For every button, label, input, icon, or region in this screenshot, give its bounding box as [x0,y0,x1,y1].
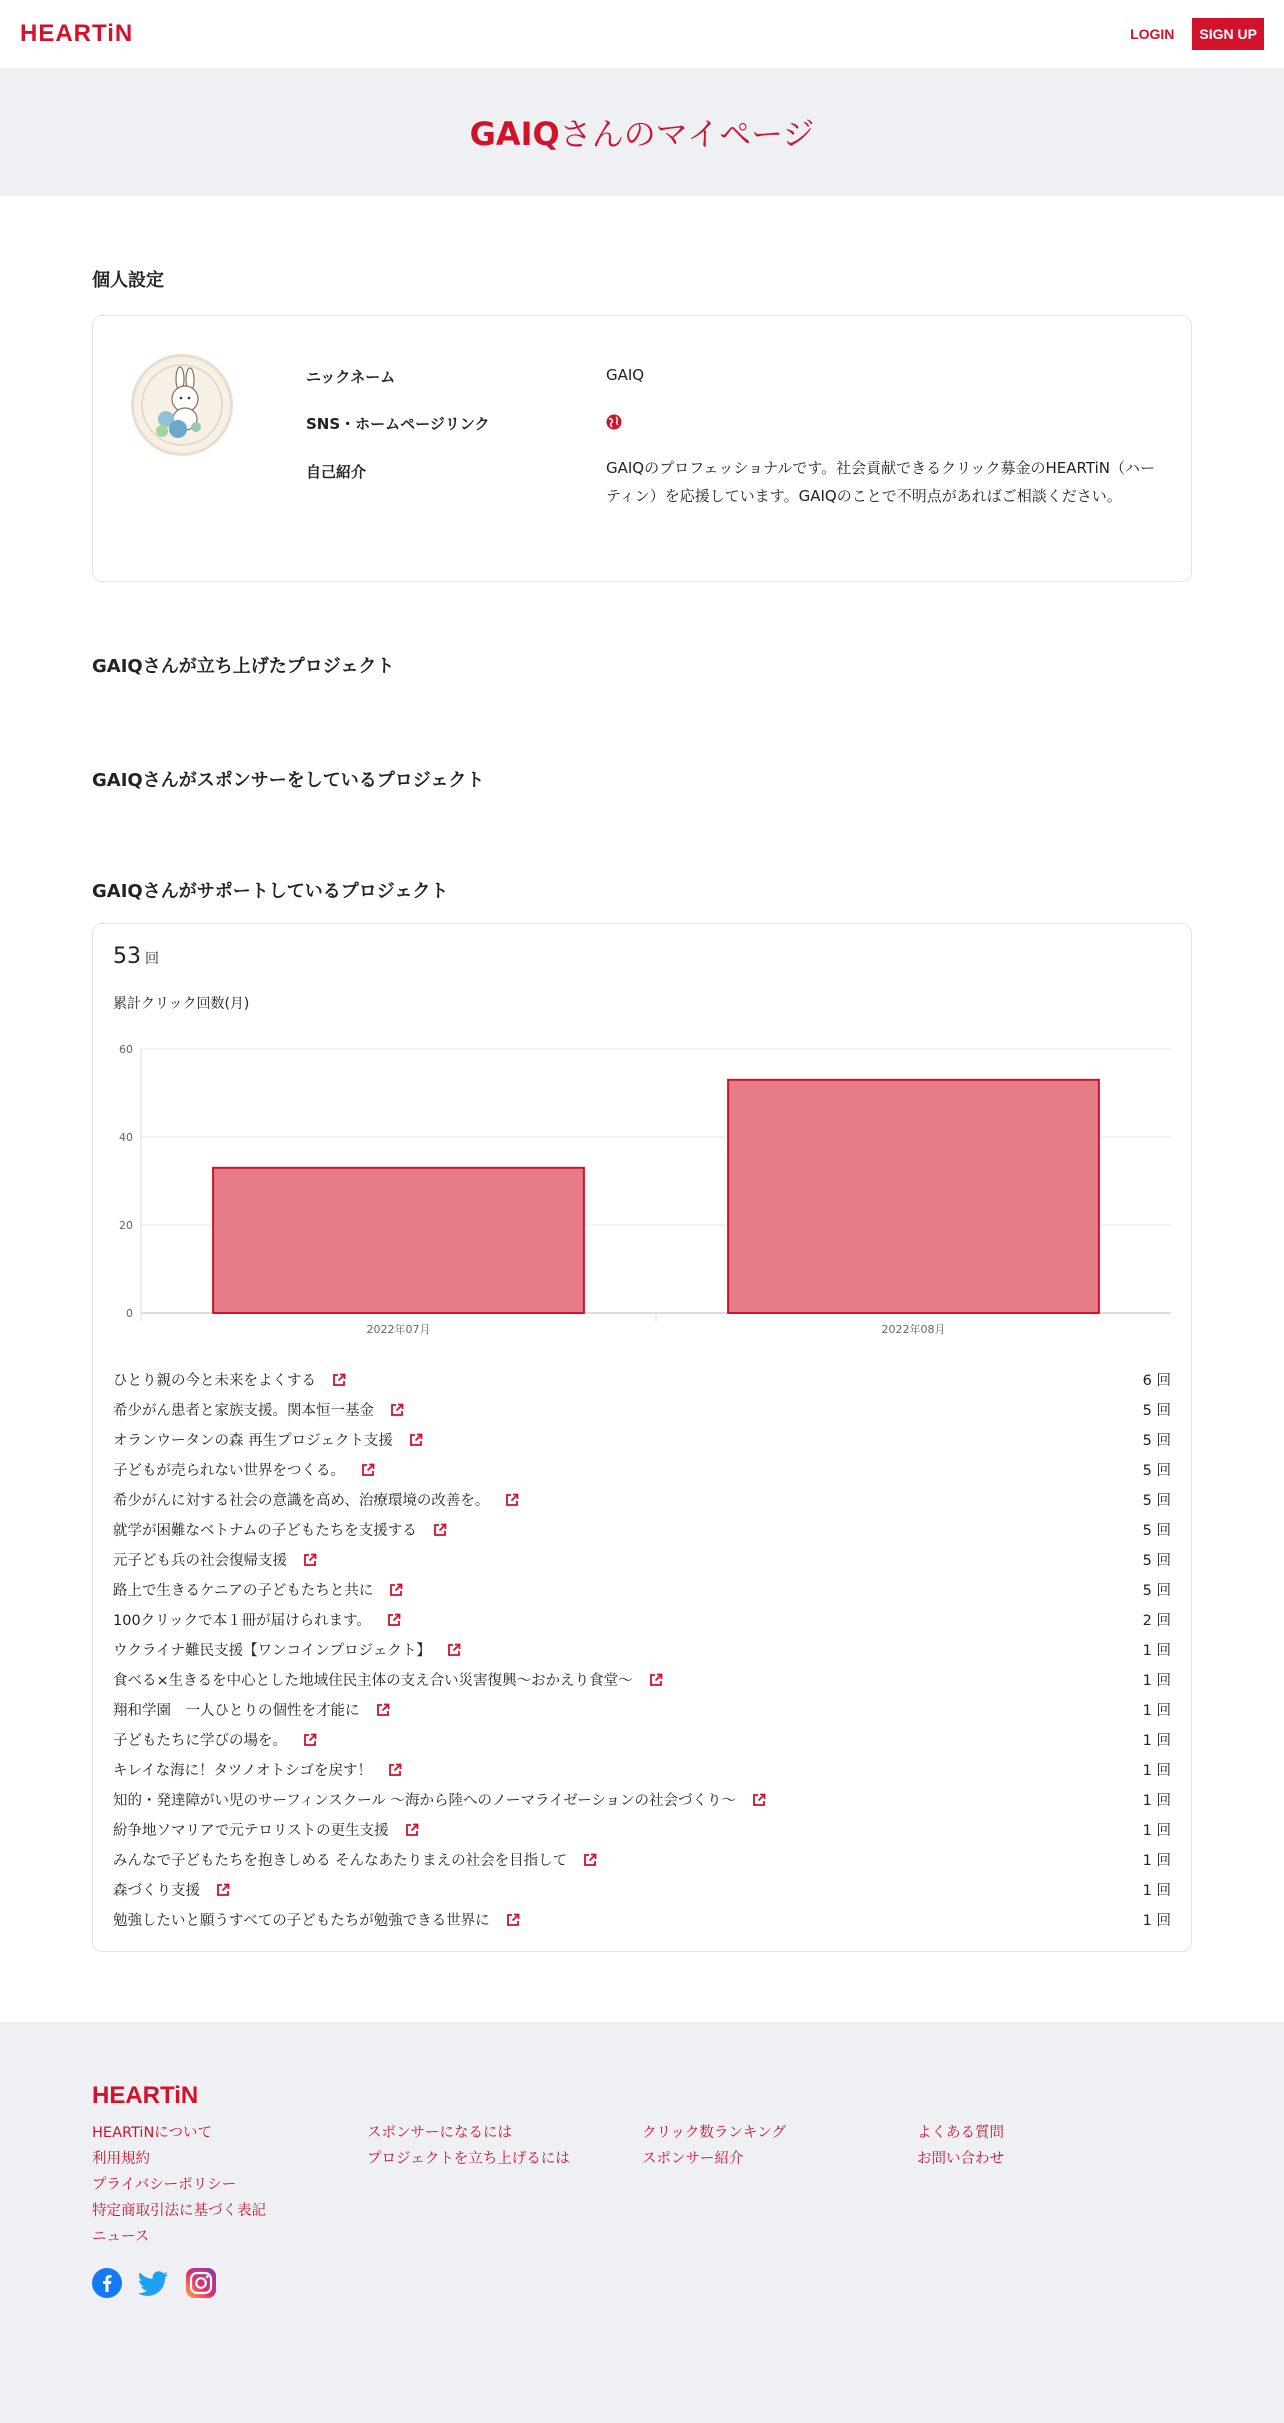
footer-link[interactable]: プロジェクトを立ち上げるには [367,2151,570,2167]
main-content [92,266,1192,1952]
bar-2[interactable] [728,1080,1099,1313]
launched-section-title: GAIQさんが立ち上げたプロジェクト [92,656,395,677]
bar-1[interactable] [213,1168,584,1313]
intro-label: 自己紹介 [306,463,367,481]
footer-link[interactable]: スポンサー紹介 [642,2151,744,2167]
project-click-count: 5 回 [1142,1493,1171,1509]
nickname-label: ニックネーム [306,368,396,386]
external-link-icon[interactable] [216,1879,230,1907]
project-click-count: 1 回 [1142,1703,1171,1719]
project-title: 翔和学園 一人ひとりの個性を才能に [113,1703,360,1719]
external-link-icon[interactable] [388,1759,402,1787]
project-title: 勉強したいと願うすべての子どもたちが勉強できる世界に [113,1913,490,1929]
page-title [470,109,815,155]
project-name [113,1667,1143,1697]
project-title: オランウータンの森 再生プロジェクト支援 [113,1433,393,1449]
project-row [113,1517,1171,1547]
footer-col-2 [367,2120,642,2250]
header-logo[interactable]: HEARTiN [20,20,134,47]
project-row [113,1877,1171,1907]
footer-col-4 [917,2120,1192,2250]
footer-link[interactable]: ニュース [92,2229,150,2245]
globe-icon[interactable] [606,414,622,430]
external-link-icon[interactable] [361,1459,375,1487]
external-link-icon[interactable] [376,1699,390,1727]
project-name [113,1457,1143,1487]
rabbit-avatar-icon [134,357,230,453]
y-tick-label: 20 [119,1219,133,1232]
project-title: 希少がんに対する社会の意識を高め、治療環境の改善を。 [113,1493,490,1509]
project-title: 食べる×生きるを中心とした地域住民主体の支え合い災害復興～おかえり食堂～ [113,1673,633,1689]
profile-section-title: 個人設定 [92,270,164,291]
project-name [113,1697,1143,1727]
project-row [113,1667,1171,1697]
project-title: 路上で生きるケニアの子どもたちと共に [113,1583,374,1599]
project-row [113,1787,1171,1817]
project-row [113,1697,1171,1727]
project-title: 子どもが売られない世界をつくる。 [113,1463,345,1479]
auth-links [1130,18,1264,50]
project-row [113,1427,1171,1457]
x-tick-label: 2022年08月 [881,1323,946,1336]
project-name [113,1517,1143,1547]
project-click-count: 5 回 [1142,1433,1171,1449]
avatar [131,354,233,456]
top-navbar [0,0,1284,68]
project-click-count: 5 回 [1142,1403,1171,1419]
external-link-icon[interactable] [505,1489,519,1517]
project-row [113,1607,1171,1637]
project-row [113,1907,1171,1937]
project-click-count: 5 回 [1142,1523,1171,1539]
external-link-icon[interactable] [752,1789,766,1817]
project-click-count: 1 回 [1142,1823,1171,1839]
project-click-count: 1 回 [1142,1733,1171,1749]
project-name [113,1757,1143,1787]
project-row [113,1847,1171,1877]
project-name [113,1607,1143,1637]
footer-link[interactable]: プライバシーポリシー [92,2177,237,2193]
sponsoring-section-title: GAIQさんがスポンサーをしているプロジェクト [92,770,485,791]
project-click-count: 1 回 [1142,1643,1171,1659]
external-link-icon[interactable] [390,1399,404,1427]
footer-link[interactable]: 特定商取引法に基づく表記 [92,2203,266,2219]
social-links [92,2268,1192,2298]
external-link-icon[interactable] [389,1579,403,1607]
project-click-count: 1 回 [1142,1793,1171,1809]
footer-link[interactable]: よくある質問 [917,2125,1004,2141]
external-link-icon[interactable] [506,1909,520,1937]
project-name [113,1907,1143,1937]
external-link-icon[interactable] [409,1429,423,1457]
project-name [113,1787,1143,1817]
support-card [92,923,1192,1952]
external-link-icon[interactable] [387,1609,401,1637]
project-name [113,1397,1143,1427]
footer-col-3 [642,2120,917,2250]
sns-links [606,408,1166,436]
project-name [113,1577,1143,1607]
project-title: 紛争地ソマリアで元テロリストの更生支援 [113,1823,389,1839]
external-link-icon[interactable] [303,1729,317,1757]
intro-value: GAIQのプロフェッショナルです。社会貢献できるクリック募金のHEARTiN（ハーティン）を応援しています。GAIQのことで不明点があればご相談ください。 [606,459,1155,505]
project-title: 知的・発達障がい児のサーフィンスクール ～海から陸へのノーマライゼーションの社会づくり～ [113,1793,737,1809]
project-row [113,1367,1171,1397]
twitter-icon[interactable] [138,2268,170,2298]
footer-link[interactable]: クリック数ランキング [642,2125,786,2141]
count-value: 53 [113,944,141,969]
project-row [113,1397,1171,1427]
project-list [113,1367,1171,1937]
y-tick-label: 60 [119,1043,133,1056]
external-link-icon[interactable] [332,1369,346,1397]
project-title: 希少がん患者と家族支援。関本恒一基金 [113,1403,374,1419]
project-name [113,1367,1143,1397]
project-row [113,1487,1171,1517]
x-tick-label: 2022年07月 [366,1323,431,1336]
footer-logo[interactable]: HEARTiN [92,2082,199,2109]
project-name [113,1727,1143,1757]
count-unit: 回 [145,951,159,967]
project-row [113,1577,1171,1607]
footer-links [92,2120,1192,2250]
project-title: キレイな海に！タツノオトシゴを戻す！ [113,1763,372,1779]
profile-card [92,315,1192,582]
footer-link[interactable]: 利用規約 [92,2151,150,2167]
external-link-icon[interactable] [405,1819,419,1847]
y-tick-label: 0 [126,1307,133,1320]
facebook-icon[interactable] [92,2268,122,2298]
project-title: ウクライナ難民支援【ワンコインプロジェクト】 [113,1643,431,1659]
chart-container [113,1033,1171,1353]
project-name [113,1427,1143,1457]
project-name [113,1637,1143,1667]
sns-label: SNS・ホームページリンク [306,415,490,433]
project-click-count: 5 回 [1142,1583,1171,1599]
project-title: ひとり親の今と未来をよくする [113,1373,316,1389]
instagram-icon[interactable] [186,2268,216,2298]
project-name [113,1847,1143,1877]
project-name [113,1877,1143,1907]
total-click-count [113,944,1171,969]
project-click-count: 1 回 [1142,1883,1171,1899]
project-title: 就学が困難なベトナムの子どもたちを支援する [113,1523,417,1539]
project-title: みんなで子どもたちを抱きしめる そんなあたりまえの社会を目指して [113,1853,568,1869]
project-click-count: 5 回 [1142,1553,1171,1569]
supporting-section-title: GAIQさんがサポートしているプロジェクト [92,881,449,902]
project-title: 元子ども兵の社会復帰支援 [113,1553,287,1569]
project-title: 子どもたちに学びの場を。 [113,1733,287,1749]
external-link-icon[interactable] [649,1669,663,1697]
project-name [113,1817,1143,1847]
project-name [113,1487,1143,1517]
footer-link[interactable]: スポンサーになるには [367,2125,512,2141]
project-title: 100クリックで本１冊が届けられます。 [113,1613,371,1629]
page-title-suffix: さんのマイページ [559,115,815,153]
project-click-count: 1 回 [1142,1763,1171,1779]
external-link-icon[interactable] [447,1639,461,1667]
external-link-icon[interactable] [303,1549,317,1577]
footer-col-1 [92,2120,367,2250]
project-click-count: 1 回 [1142,1913,1171,1929]
monthly-click-chart [113,1033,1171,1353]
page-title-name: GAIQ [469,115,560,153]
project-row [113,1727,1171,1757]
nickname-value: GAIQ [606,366,645,384]
project-click-count: 2 回 [1142,1613,1171,1629]
external-link-icon[interactable] [433,1519,447,1547]
project-row [113,1817,1171,1847]
footer-link[interactable]: HEARTiNについて [92,2125,213,2141]
footer-link[interactable]: お問い合わせ [917,2151,1004,2167]
project-row [113,1457,1171,1487]
external-link-icon[interactable] [583,1849,597,1877]
chart-title: 累計クリック回数(月) [113,996,250,1012]
project-click-count: 5 回 [1142,1463,1171,1479]
project-title: 森づくり支援 [113,1883,200,1899]
project-row [113,1757,1171,1787]
project-name [113,1547,1143,1577]
project-click-count: 1 回 [1142,1853,1171,1869]
signup-button[interactable]: SIGN UP [1192,18,1264,50]
y-tick-label: 40 [119,1131,133,1144]
project-row [113,1637,1171,1667]
project-row [113,1547,1171,1577]
project-click-count: 6 回 [1142,1373,1171,1389]
project-click-count: 1 回 [1142,1673,1171,1689]
page-hero [0,68,1284,196]
site-footer [0,2022,1284,2423]
login-link[interactable]: LOGIN [1130,26,1175,42]
